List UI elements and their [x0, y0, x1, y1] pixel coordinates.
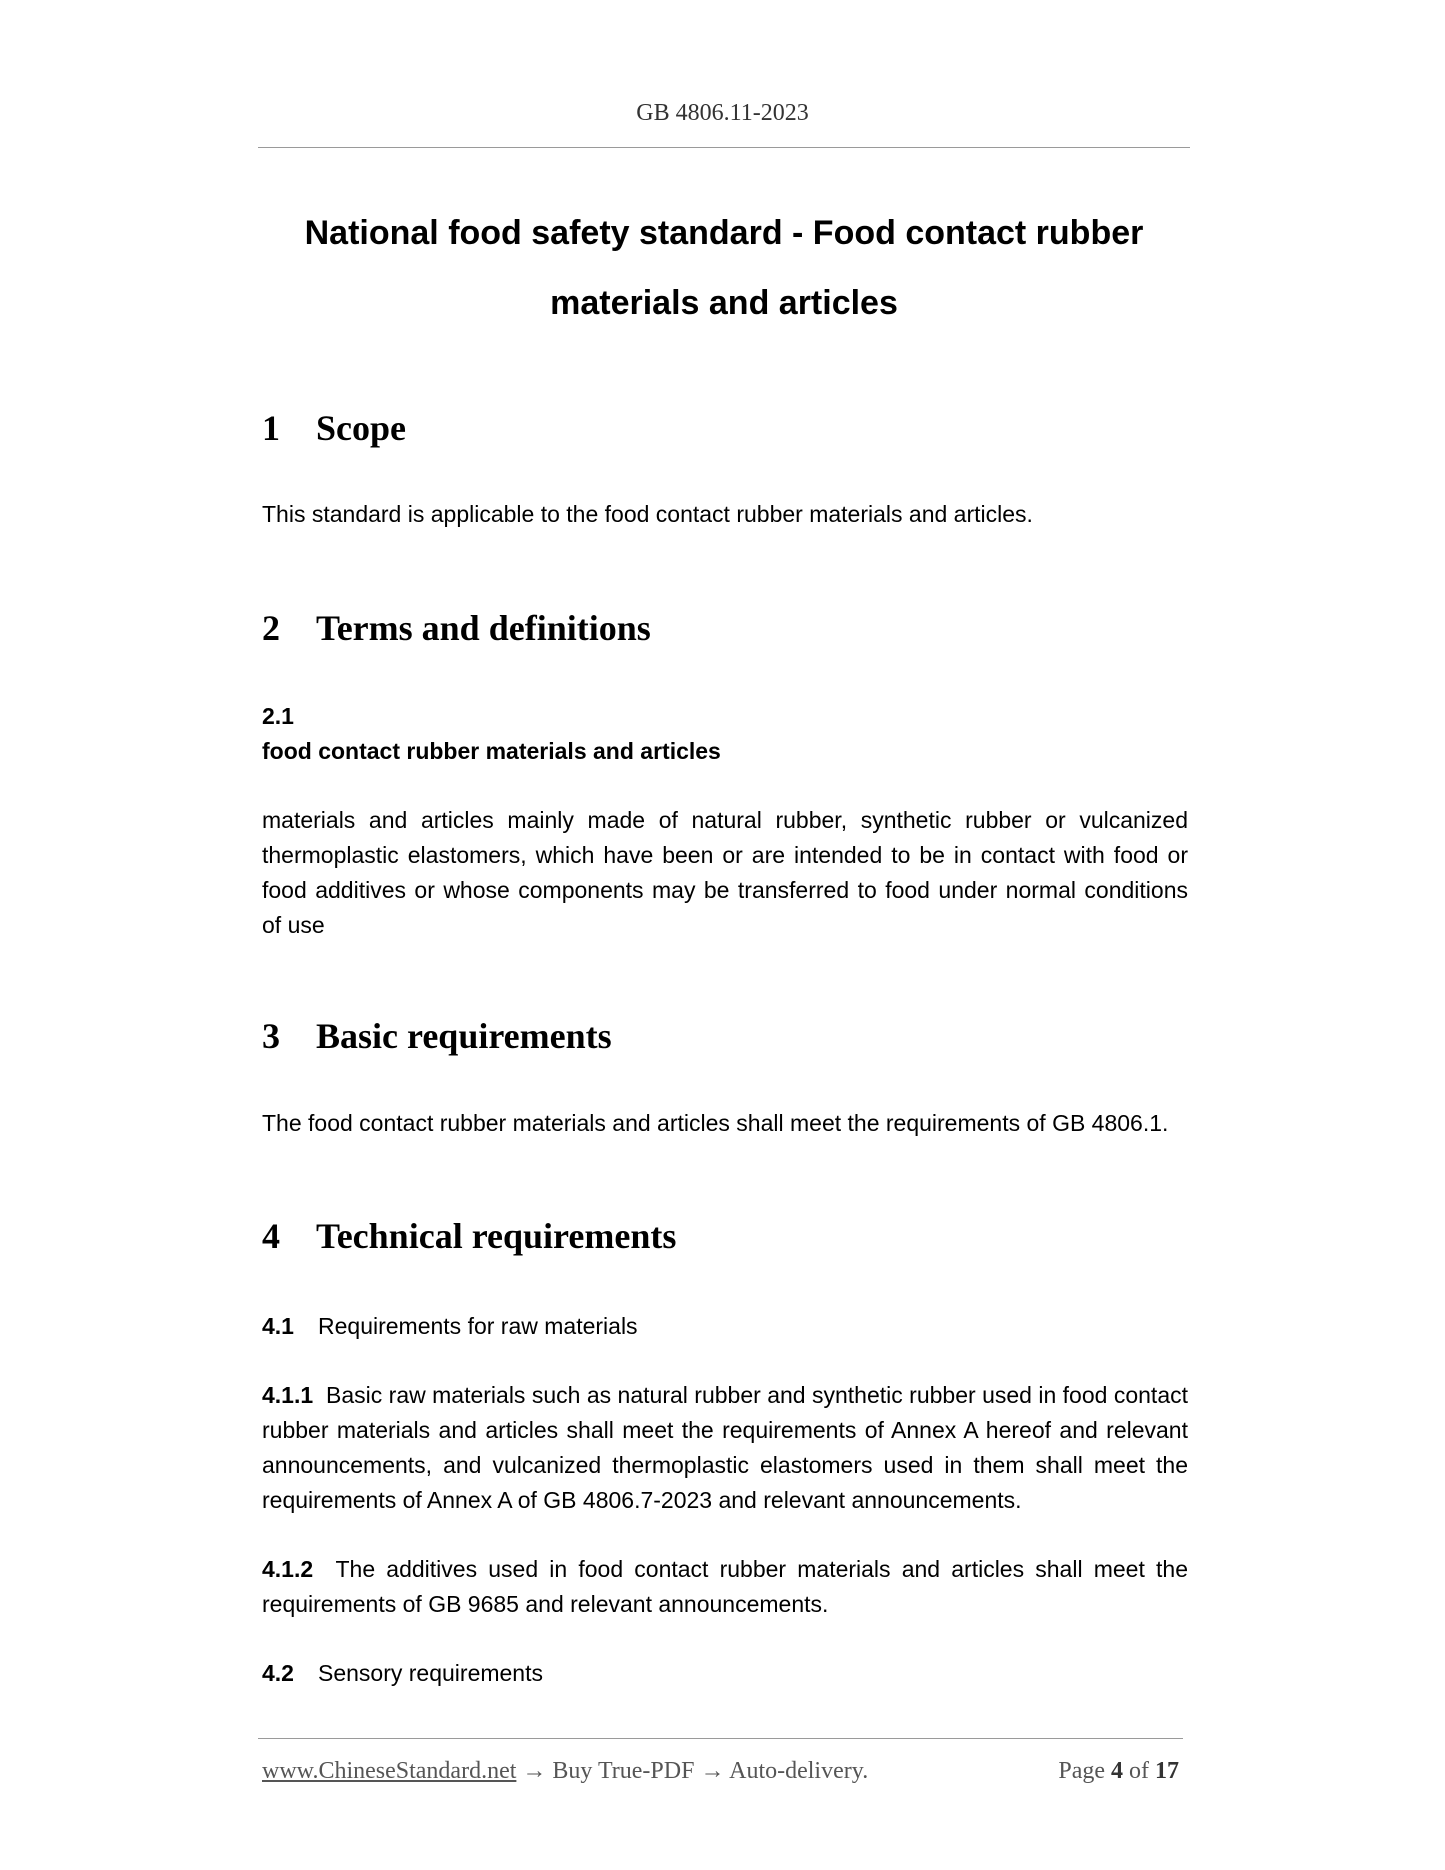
- header-divider: [258, 147, 1190, 148]
- section-title: Technical requirements: [316, 1216, 677, 1256]
- clause-4-2: [262, 1656, 1188, 1691]
- clause-text: Basic raw materials such as natural rubber and synthetic rubber used in food contact rubber materials and articles shall meet the requirements of Annex A hereof and relevant announcements, and vulcanized thermoplastic elastomers used in them shall meet the requirements of Annex A of GB 4806.7-2023 and relevant announcements.: [262, 1382, 1189, 1513]
- clause-4-1-1: [262, 1378, 1188, 1518]
- title-line-2: materials and articles: [550, 284, 898, 322]
- footer-divider: [258, 1738, 1183, 1739]
- section-1-text: This standard is applicable to the food contact rubber materials and articles.: [262, 501, 1033, 527]
- header-standard-code: GB 4806.11-2023: [636, 100, 809, 126]
- section-3-text: The food contact rubber materials and articles shall meet the requirements of GB 4806.1.: [262, 1110, 1169, 1136]
- section-number: 3: [262, 1016, 280, 1056]
- section-number: 4: [262, 1216, 280, 1256]
- site-link[interactable]: www.ChineseStandard.net: [262, 1758, 517, 1784]
- clause-number: 4.1: [262, 1313, 294, 1339]
- title-line-1: National food safety standard - Food contact rubber: [304, 214, 1144, 252]
- section-title: Basic requirements: [316, 1016, 612, 1056]
- document-title: [258, 198, 1190, 338]
- page-label: Page: [1058, 1758, 1105, 1784]
- clause-number: 4.2: [262, 1660, 294, 1686]
- page-total: 17: [1155, 1758, 1179, 1784]
- section-2-heading: [262, 607, 651, 649]
- section-title: Terms and definitions: [316, 608, 651, 648]
- of-label: of: [1129, 1758, 1149, 1784]
- section-number: 2: [262, 608, 280, 648]
- footer-promo: [262, 1758, 868, 1785]
- section-1-heading: [262, 407, 406, 449]
- clause-number: 4.1.1: [262, 1382, 314, 1408]
- promo-text: → Buy True-PDF → Auto-delivery.: [516, 1758, 869, 1784]
- page-current: 4: [1111, 1758, 1123, 1784]
- clause-text: Requirements for raw materials: [318, 1313, 638, 1339]
- clause-4-1: [262, 1309, 1188, 1344]
- section-number: 1: [262, 408, 280, 448]
- clause-4-1-2: [262, 1552, 1188, 1622]
- section-title: Scope: [316, 408, 406, 448]
- clause-number: 4.1.2: [262, 1556, 314, 1582]
- term-number: 2.1: [262, 703, 294, 729]
- page-indicator: [1058, 1758, 1179, 1785]
- section-3-heading: [262, 1015, 612, 1057]
- section-4-heading: [262, 1215, 676, 1257]
- term-title: food contact rubber materials and articles: [262, 738, 721, 764]
- clause-text: Sensory requirements: [318, 1660, 543, 1686]
- clause-text: The additives used in food contact rubber materials and articles shall meet the requirements of GB 9685 and relevant announcements.: [262, 1556, 1189, 1617]
- term-definition: materials and articles mainly made of natural rubber, synthetic rubber or vulcanized thermoplastic elastomers, which have been or are intended to be in contact with food or food additives or whose components may be transferred to food under normal conditions of use: [262, 807, 1188, 938]
